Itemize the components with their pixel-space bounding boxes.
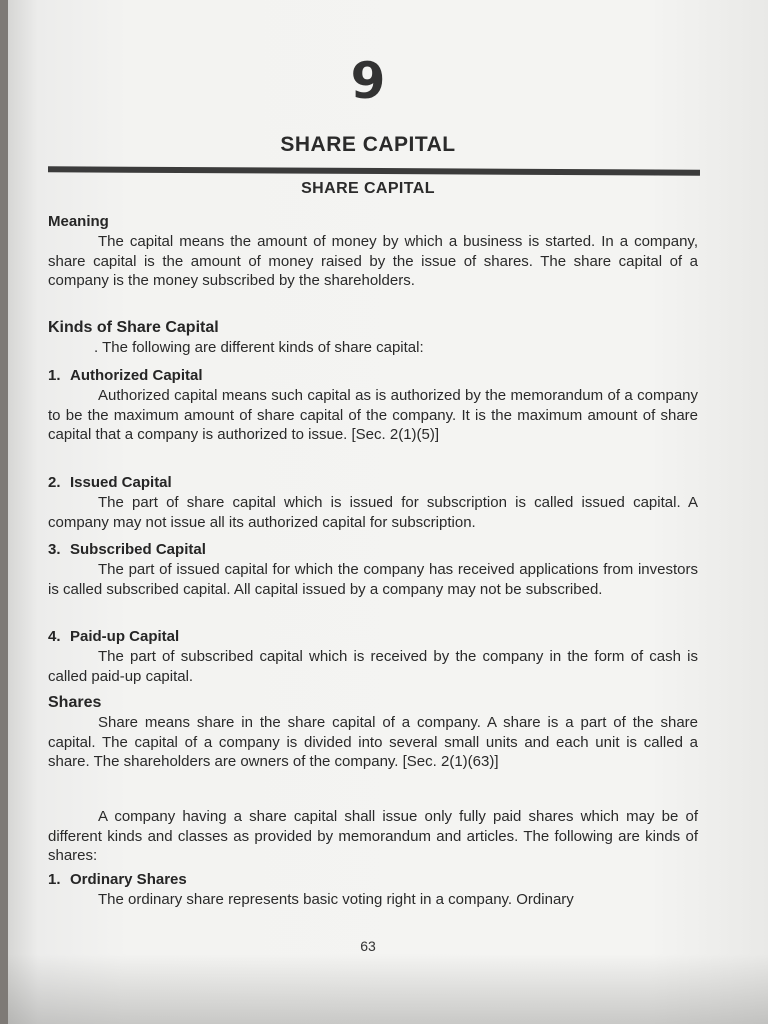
ordinary-shares-text: The ordinary share represents basic voting right in a company. Ordinary [98,891,574,908]
shares-heading: Shares [48,694,102,711]
shares-paragraph-1: Share means share in the share capital of a company. A share is a part of the share capital. The capital of a company is divided into several small units and each unit is called a share. The shareholders are owners of the company. [Sec. 2(1)(63)] [48,714,698,770]
chapter-number: 9 [350,52,386,110]
shares-paragraph-2-block [48,806,698,866]
issued-capital-heading [48,473,698,492]
item-title: Ordinary Shares [70,871,187,888]
item-title: Issued Capital [70,474,172,491]
section-heading: SHARE CAPITAL [301,180,435,197]
item-title: Authorized Capital [70,367,203,384]
subscribed-capital-section [48,540,698,599]
issued-capital-text: The part of share capital which is issued for subscription is called issued capital. A company may not issue all its authorized capital for subscription. [48,494,698,531]
authorized-capital-heading [48,366,698,385]
paid-up-capital-section [48,627,698,686]
book-page [8,0,768,1024]
authorized-capital-text: Authorized capital means such capital as is authorized by the memorandum of a company to be the maximum amount of share capital of the company. It is the maximum amount of share capital that a company is authorized to issue. [Sec. 2(1)(5)] [48,387,698,443]
chapter-title: SHARE CAPITAL [280,133,456,156]
item-title: Subscribed Capital [70,541,206,558]
item-number: 1. [48,871,61,888]
item-number: 2. [48,474,61,491]
issued-capital-section [48,473,698,532]
kinds-section [48,318,698,358]
meaning-heading: Meaning [48,213,109,230]
shares-section [48,693,698,772]
paid-up-capital-text: The part of subscribed capital which is received by the company in the form of cash is called paid-up capital. [48,648,698,685]
page-number: 63 [360,938,376,954]
subscribed-capital-heading [48,540,698,559]
item-number: 1. [48,367,61,384]
title-rule [48,166,700,175]
authorized-capital-section [48,366,698,445]
shares-paragraph-2: A company having a share capital shall issue only fully paid shares which may be of different kinds and classes as provided by memorandum and articles. The following are kinds of shares: [48,808,698,864]
item-number: 4. [48,628,61,645]
item-title: Paid-up Capital [70,628,180,645]
kinds-intro: . The following are different kinds of share capital: [94,339,424,356]
meaning-text: The capital means the amount of money by which a business is started. In a company, share capital is the amount of money raised by the issue of shares. The share capital of a company is the money subscribed by the shareholders. [48,233,698,289]
ordinary-shares-section [48,870,698,910]
item-number: 3. [48,541,61,558]
meaning-section [48,212,698,291]
subscribed-capital-text: The part of issued capital for which the company has received applications from investors is called subscribed capital. All capital issued by a company may not be subscribed. [48,561,698,598]
kinds-heading: Kinds of Share Capital [48,319,219,336]
ordinary-shares-heading [48,870,698,889]
paid-up-capital-heading [48,627,698,646]
